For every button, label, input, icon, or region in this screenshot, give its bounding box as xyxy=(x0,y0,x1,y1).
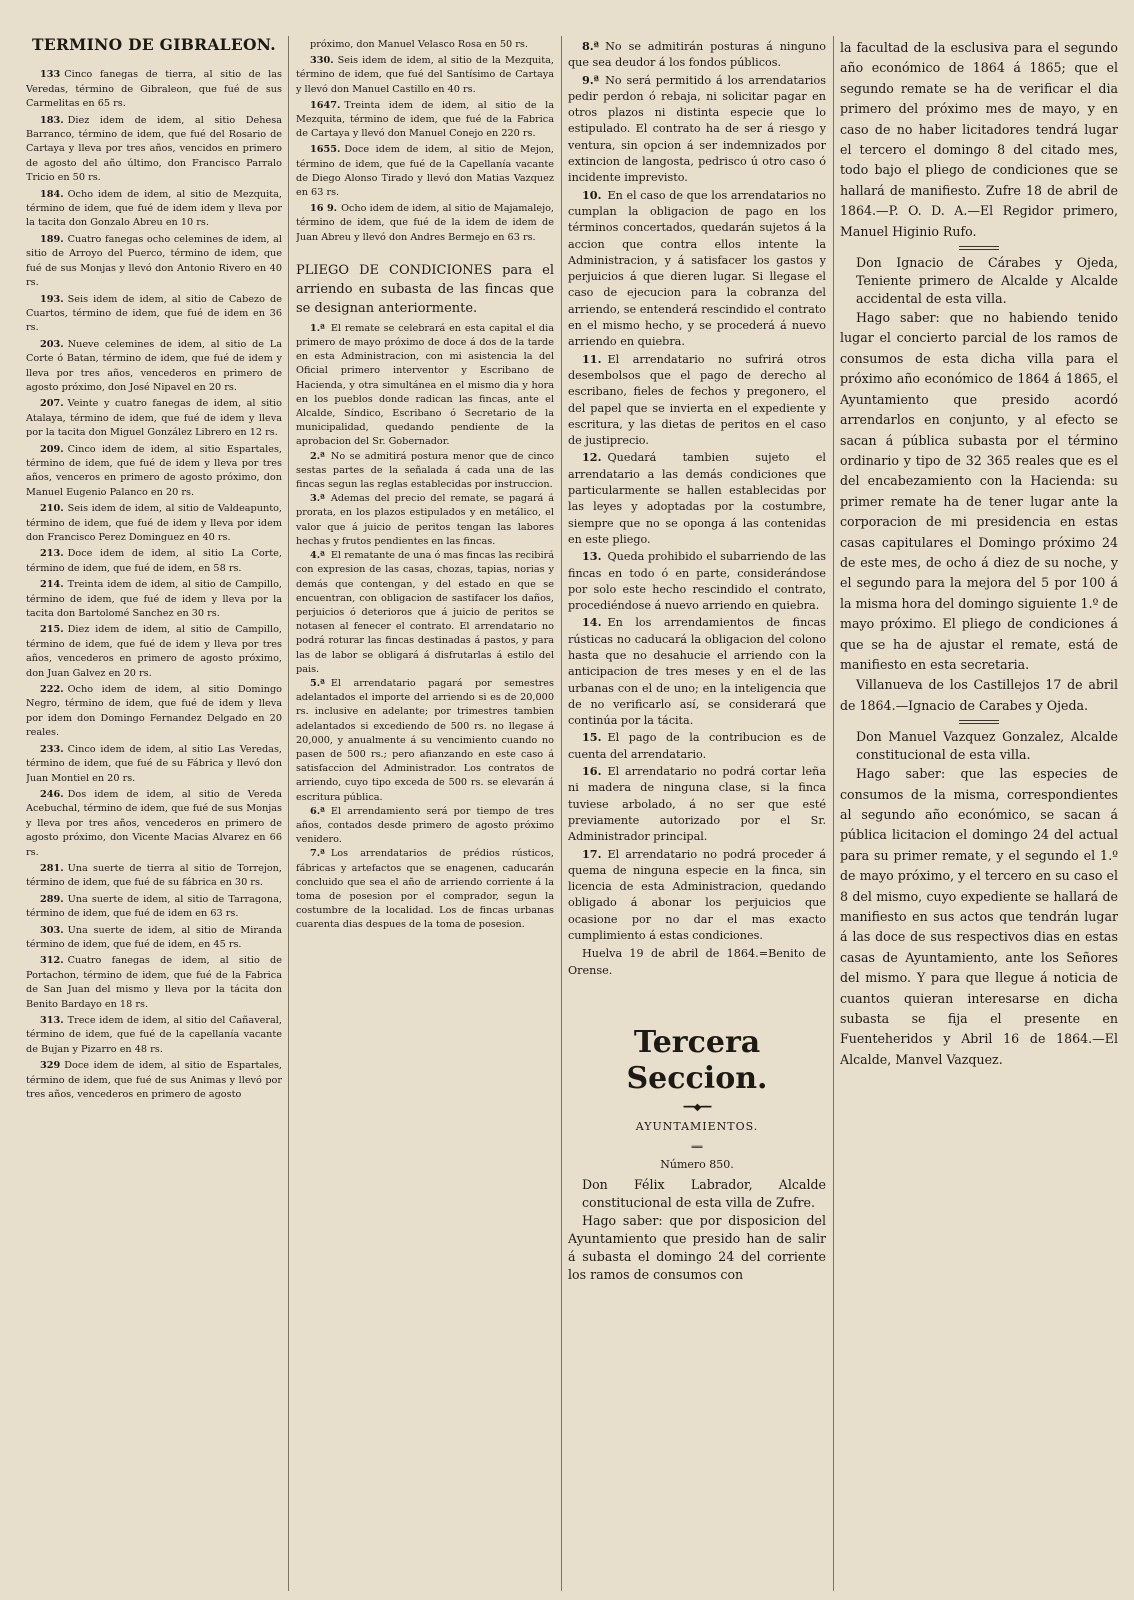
notice-body: Hago saber: que las especies de consumos de la misma, correspondientes al segundo año económico, se sacan á pública licitacion el domingo 24 del actual para su primer remate, y el segundo el 1.º de mayo próximo, y el tercero en su caso el 8 del mismo, cuyo expediente se hallará de manifiesto en sus actos que tendrán lugar á las doce de sus respectivos dias en estas casas de Ayuntamiento, ante los Señores del mismo. Y para que llegue á noticia de cuantos quieran interesarse en dicha subasta se fija el presente en Fuenteheridos y Abril 16 de 1864.—El Alcalde, Manvel Vazquez. xyxy=(840,766,1118,1067)
condition-item xyxy=(568,763,826,845)
notice-signature: Villanueva de los Castillejos 17 de abril de 1864.—Ignacio de Carabes y Ojeda. xyxy=(840,677,1118,713)
entry-number: 133 xyxy=(40,69,61,81)
condition-text: No se admitirá postura menor que de cinco sestas partes de la señalada á cada una de las fincas segun las reglas establecidas por instruccion. xyxy=(296,450,554,491)
condition-number: 7.ª xyxy=(310,848,325,860)
entry-text: Una suerte de tierra al sitio de Torrejon, término de idem, que fué de su fábrica en 30 rs. xyxy=(26,862,282,889)
property-entry xyxy=(26,68,282,111)
column-4 xyxy=(840,38,1118,1588)
divider xyxy=(959,246,999,250)
entry-text: Cuatro fanegas ocho celemines de idem, al sitio de Arroyo del Puerco, término de idem, que fué de sus Monjas y llevó don Antonio Rivero en 40 rs. xyxy=(26,233,282,289)
entry-text: Nueve celemines de idem, al sitio de La Corte ó Batan, término de idem, que fué de idem y lleva por tres años, vencederos en primero de agosto próximo, don José Nipavel en 20 rs. xyxy=(26,338,282,393)
entry-text: Seis idem de idem, al sitio de la Mezquita, término de idem, que fué del Santísimo de Cartaya y llevó don Manuel Castillo en 40 rs. xyxy=(296,55,554,95)
property-entry xyxy=(26,338,282,396)
condition-number: 17. xyxy=(582,846,602,861)
condition-number: 14. xyxy=(582,615,602,630)
condition-number: 11. xyxy=(582,351,602,366)
property-entry xyxy=(26,502,282,545)
column-rule xyxy=(833,36,834,1591)
condition-number: 3.ª xyxy=(310,493,325,505)
condition-item xyxy=(568,351,826,450)
condition-item xyxy=(296,322,554,450)
entry-text: Doce idem de idem, al sitio de Mejon, término de idem, que fué de la Capellanía vacante de Diego Alonso Tirado y llevó don Matias Vazquez en 63 rs. xyxy=(296,144,554,199)
entry-number: 313. xyxy=(40,1015,64,1026)
entry-text: Cuatro fanegas de idem, al sitio de Portachon, término de idem, que fué de la Fabrica de San Juan del mismo y lleva por la tácita don Benito Bardayo en 18 rs. xyxy=(26,955,282,1010)
property-entry xyxy=(296,202,554,245)
property-entry xyxy=(26,788,282,860)
entry-number: 189. xyxy=(40,233,64,245)
column-3 xyxy=(568,38,826,1588)
property-entry xyxy=(26,443,282,501)
condition-text: Quedará tambien sujeto el arrendatario a las demás condiciones que particularmente se hallen establecidas por las leyes y adoptadas por la costumbre, siempre que no se oponga á las contenidas en este pliego. xyxy=(568,451,826,546)
property-entry xyxy=(296,54,554,97)
property-entry xyxy=(26,1014,282,1057)
condition-item xyxy=(568,846,826,945)
property-entry xyxy=(296,38,554,52)
entry-text: Ocho idem de idem, al sitio Domingo Negro, término de idem, que fué de idem y lleva por idem don Domingo Fernandez Delgado en 20 reales. xyxy=(26,684,282,739)
condition-text: El arrendatario no podrá proceder á quema de ninguna especie en la finca, sin licencia de esta Administracion, quedando obligado á abonar los perjuicios que ocasione por no dar el mas exacto cumplimiento á estas condiciones. xyxy=(568,847,826,943)
entry-number: 246. xyxy=(40,788,64,800)
property-entry xyxy=(26,547,282,576)
condition-text: No se admitirán posturas á ninguno que sea deudor á los fondos públicos. xyxy=(568,40,826,70)
column-rule xyxy=(288,36,289,1591)
double-rule-divider: ══ xyxy=(691,1143,703,1154)
condition-item xyxy=(296,492,554,549)
entry-text: Doce idem de idem, al sitio La Corte, término de idem, que fué de idem, en 58 rs. xyxy=(26,548,282,574)
section-title: Tercera Seccion. xyxy=(626,1024,768,1096)
condition-item xyxy=(568,548,826,614)
entry-text: Seis idem de idem, al sitio de Cabezo de Cuartos, término de idem, que fué de idem en 36 rs. xyxy=(26,293,282,334)
entry-list xyxy=(296,38,554,245)
notice-lead: Don Félix Labrador, Alcalde constitucional de esta villa de Zufre. xyxy=(582,1176,826,1210)
entry-number: 16 9. xyxy=(310,203,338,215)
entry-number: 215. xyxy=(40,624,64,636)
condition-number: 12. xyxy=(582,450,602,465)
condition-item xyxy=(296,805,554,848)
signature: Huelva 19 de abril de 1864.=Benito de Orense. xyxy=(568,947,826,977)
entry-number: 209. xyxy=(40,443,64,455)
notice-body: Hago saber: que por disposicion del Ayuntamiento que presido han de salir á subasta el domingo 24 del corriente los ramos de consumos con xyxy=(568,1212,826,1282)
property-entry xyxy=(26,233,282,291)
entry-text: Una suerte de idem, al sitio de Tarragona, término de idem, que fué de idem en 63 rs. xyxy=(26,893,282,920)
property-entry xyxy=(26,578,282,621)
column-1 xyxy=(26,38,282,1588)
condition-item xyxy=(568,449,826,548)
notice-lead: Don Manuel Vazquez Gonzalez, Alcalde constitucional de esta villa. xyxy=(856,729,1118,763)
condition-text: El pago de la contribucion es de cuenta del arrendatario. xyxy=(568,731,826,761)
property-entry xyxy=(26,893,282,922)
condition-text: El rematante de una ó mas fincas las recibirá con expresion de las casas, chozas, tapias, norias y demás que contengan, y del estado en que se encuentran, con obligacion de sastifacer los daños, perjuicios ó deterioros que á juicio de peritos se notasen al fenecer el contrato. El arrendatario no podrá roturar las fincas destinadas á pastos, y para las de labor se obligará á disfrutarlas á estilo del pais. xyxy=(296,550,554,675)
entry-list xyxy=(26,68,282,1102)
entry-text: Cinco idem de idem, al sitio Espartales, término de idem, que fué de idem y lleva por tres años, venceros en primero de agosto próximo, don Manuel Eugenio Palanco en 20 rs. xyxy=(26,443,282,498)
entry-number: 222. xyxy=(40,684,64,696)
property-entry xyxy=(26,293,282,336)
entry-text: Cinco idem de idem, al sitio Las Veredas, término de idem, que fué de su Fábrica y llevó don Juan Montiel en 20 rs. xyxy=(26,743,282,784)
condition-number: 6.ª xyxy=(310,805,325,817)
entry-number: 289. xyxy=(40,893,64,905)
divider xyxy=(959,720,999,724)
condition-number: 2.ª xyxy=(310,450,325,462)
property-entry xyxy=(26,623,282,681)
condition-number: 16. xyxy=(582,764,602,779)
condition-text: En los arrendamientos de fincas rústicas no caducará la obligacion del colono hasta que no desahucie el arriendo con la anticipacion de tres meses y en el de las urbanas con el de uno; en la inteligencia que de no verificarlo así, se considerará que continúa por la tácita. xyxy=(568,616,826,728)
condition-item xyxy=(568,72,826,187)
notice-body: la facultad de la esclusiva para el segundo año económico de 1864 á 1865; que el segundo remate se ha de verificar el dia primero del próximo mes de mayo, y en caso de no haber licitadores tendrá lugar el tercero el domingo 8 del citado mes, todo bajo el pliego de condiciones que se hallará de manifiesto. Zufre 18 de abril de 1864.—P. O. D. A.—El Regidor primero, Manuel Higinio Rufo. xyxy=(840,40,1118,239)
property-entry xyxy=(296,143,554,200)
entry-number: 1655. xyxy=(310,144,341,156)
property-entry xyxy=(26,1059,282,1102)
entry-number: 1647. xyxy=(310,99,341,111)
condition-item xyxy=(568,187,826,351)
condition-text: El remate se celebrará en esta capital el dia primero de mayo próximo de doce á dos de la tarde en esta Administracion, con mi asistencia la del Oficial primero interventor y Escribano de Hacienda, y otra simultánea en el mismo dia y hora en los pueblos donde radican las fincas, ante el Alcalde, Síndico, Escribano ó Secretario de la municipalidad, quedando pendiente de la aprobacion del Sr. Gobernador. xyxy=(296,322,554,448)
condition-number: 15. xyxy=(582,730,602,745)
condition-text: El arrendatario no podrá cortar leña ni madera de ninguna clase, si la finca tuviese arbolado, á no ser que esté previamente autorizado por el Sr. Administrador principal. xyxy=(568,765,826,844)
entry-number: 207. xyxy=(40,398,64,410)
condition-item xyxy=(296,450,554,493)
entry-number: 203. xyxy=(40,338,64,350)
entry-text: Diez idem de idem, al sitio de Campillo, término de idem, que fué de idem y lleva por tres años, vencederos en primero de agosto próximo, don Juan Galvez en 20 rs. xyxy=(26,624,282,679)
condition-item xyxy=(568,38,826,72)
pliego-heading: PLIEGO DE CONDICIONES para el arriendo en subasta de las fincas que se designan anteriormente. xyxy=(296,262,554,316)
column-2 xyxy=(296,38,554,1588)
entry-number: 303. xyxy=(40,924,64,936)
condition-number: 1.ª xyxy=(310,322,325,334)
property-entry xyxy=(26,683,282,741)
condition-number: 5.ª xyxy=(310,677,325,689)
entry-number: 213. xyxy=(40,548,64,560)
condition-item xyxy=(296,549,554,677)
section-heading: TERMINO DE GIBRALEON. xyxy=(32,38,276,54)
entry-text: Trece idem de idem, al sitio del Cañaveral, término de idem, que fué de la capellanía vacante de Bujan y Pizarro en 48 rs. xyxy=(26,1015,282,1055)
entry-number: 183. xyxy=(40,114,64,126)
entry-text: Doce idem de idem, al sitio de Espartales, término de idem, que fué de sus Animas y llevó por tres años, vencederos en primero de agosto xyxy=(26,1060,282,1101)
condition-text: Ademas del precio del remate, se pagará á prorata, en los plazos estipulados y en metálico, el valor que á juicio de peritos tengan las labores hechas y frutos pendientes en las fincas. xyxy=(296,493,554,547)
property-entry xyxy=(26,188,282,231)
condition-text: El arrendamiento será por tiempo de tres años, contados desde primero de agosto próximo venidero. xyxy=(296,805,554,846)
condition-item xyxy=(296,677,554,805)
entry-text: próximo, don Manuel Velasco Rosa en 50 rs. xyxy=(310,39,528,50)
condition-number: 4.ª xyxy=(310,550,325,562)
entry-number: 214. xyxy=(40,579,64,591)
entry-number: 281. xyxy=(40,862,64,874)
conditions-list xyxy=(568,38,826,944)
conditions-list xyxy=(296,322,554,933)
notice-lead: Don Ignacio de Cárabes y Ojeda, Teniente primero de Alcalde y Alcalde accidental de esta villa. xyxy=(856,255,1118,307)
ornament-divider: ━━◆━━ xyxy=(683,1101,711,1113)
column-rule xyxy=(561,36,562,1591)
property-entry xyxy=(296,99,554,142)
property-entry xyxy=(26,954,282,1012)
property-entry xyxy=(26,924,282,953)
condition-text: Los arrendatarios de prédios rústicos, fábricas y artefactos que se enagenen, caducarán concluido que sea el año de arriendo corriente á la toma de posesion por el comprador, segun la costumbre de la localidad. Los de fincas urbanas cuarenta dias despues de la toma de posesion. xyxy=(296,848,554,931)
notice-body: Hago saber: que no habiendo tenido lugar el concierto parcial de los ramos de consumos de esta dicha villa para el próximo año económico de 1864 á 1865, el Ayuntamiento que presido acordó arrendarlos en conjunto, y al efecto se sacan á pública subasta por el término ordinario y tipo de 32 365 reales que es el del encabezamiento con la Hacienda: su primer remate ha de tener lugar ante la corporacion de mi presidencia en estas casas capitulares el Domingo próximo 24 de este mes, de ocho á diez de su noche, y el segundo para la mejora del 5 por 100 á la misma hora del domingo siguiente 1.º de mayo próximo. El pliego de condiciones á que se ha de ajustar el remate, está de manifiesto en esta secretaria. xyxy=(840,310,1118,672)
entry-text: Treinta idem de idem, al sitio de Campillo, término de idem, que fué de idem y lleva por la tacita don Bartolomé Sanchez en 30 rs. xyxy=(26,579,282,620)
entry-number: 184. xyxy=(40,188,64,200)
entry-number: 210. xyxy=(40,503,64,515)
condition-text: No será permitido á los arrendatarios pedir perdon ó rebaja, ni solicitar pagar en otros plazos ni distinta especie que lo estipulado. El contrato ha de ser á riesgo y ventura, sin opcion á ser indemnizados por extincion de langosta, pedrisco ú otro caso ó incidente imprevisto. xyxy=(568,73,826,185)
condition-item xyxy=(296,847,554,932)
entry-text: Diez idem de idem, al sitio Dehesa Barranco, término de idem, que fué del Rosario de Cartaya y lleva por tres años, vencidos en primero de agosto del año último, don Francisco Parralo Tricio en 50 rs. xyxy=(26,114,282,184)
entry-number: 233. xyxy=(40,743,64,755)
property-entry xyxy=(26,862,282,891)
entry-number: 330. xyxy=(310,55,334,67)
notice-number: Número 850. xyxy=(660,1158,734,1172)
entry-text: Una suerte de idem, al sitio de Miranda término de idem, que fué de idem, en 45 rs. xyxy=(26,924,282,950)
condition-number: 8.ª xyxy=(582,39,600,53)
entry-text: Cinco fanegas de tierra, al sitio de las Veredas, término de Gibraleon, que fué de sus Carmelitas en 65 rs. xyxy=(26,69,282,110)
entry-text: Veinte y cuatro fanegas de idem, al sitio Atalaya, término de idem, que fué de idem y lleva por la tacita don Miguel González Librero en 12 rs. xyxy=(26,398,282,439)
condition-text: En el caso de que los arrendatarios no cumplan la obligacion de pago en los términos concertados, quedarán sujetos á la accion que contra ellos intente la Administracion, y á satisfacer los gastos y perjuicios á que dieren lugar. Si llegase el caso de ejecucion para la cobranza del arriendo, se entenderá rescindido el contrato en el mismo hecho, y se procederá á nuevo arriendo en quiebra. xyxy=(568,188,826,349)
entry-number: 193. xyxy=(40,293,64,305)
entry-text: Seis idem de idem, al sitio de Valdeapunto, término de idem, que fué de idem y lleva por idem don Francisco Perez Dominguez en 40 rs. xyxy=(26,503,282,543)
condition-text: Queda prohibido el subarriendo de las fincas en todo ó en parte, considerándose por solo este hecho rescindido el contrato, procediéndose á nuevo arriendo en quiebra. xyxy=(568,550,826,613)
condition-text: El arrendatario pagará por semestres adelantados el importe del arriendo si es de 20,000 rs. inclusive en adelante; por trimestres tambien adelantados si excediendo de 500 rs. no llegase á 20,000, y anualmente á su vencimiento cuando no pasen de 500 rs.; pero afianzando en este caso á satisfaccion del Administrador. Los contratos de arriendo, cuyo tipo exceda de 500 rs. se elevarán á escritura pública. xyxy=(296,677,554,803)
property-entry xyxy=(26,397,282,440)
property-entry xyxy=(26,114,282,186)
entry-number: 329 xyxy=(40,1060,61,1072)
entry-text: Dos idem de idem, al sitio de Vereda Acebuchal, término de idem, que fué de sus Monjas y lleva por tres años, vencederos en primero de agosto próximo, don Vicente Macias Alvarez en 66 rs. xyxy=(26,788,282,858)
entry-number: 312. xyxy=(40,955,64,967)
condition-item xyxy=(568,729,826,763)
section-subtitle: AYUNTAMIENTOS. xyxy=(635,1119,759,1133)
condition-item xyxy=(568,614,826,729)
condition-number: 13. xyxy=(582,549,602,564)
entry-text: Ocho idem de idem, al sitio de Mezquita, término de idem, que fué de idem idem y lleva por la tacita don Gonzalo Abreu en 10 rs. xyxy=(26,188,282,229)
entry-text: Treinta idem de idem, al sitio de la Mezquita, término de idem, que fué de la Fabrica de Cartaya y llevó don Manuel Conejo en 220 rs. xyxy=(296,99,554,140)
property-entry xyxy=(26,743,282,786)
condition-number: 9.ª xyxy=(582,72,600,87)
condition-text: El arrendatario no sufrirá otros desembolsos que el pago de derecho al escribano, fieles de fechos y pregonero, el del papel que se invierta en el expediente y escritura, y las dietas de peritos en el caso de justiprecio. xyxy=(568,352,826,448)
condition-number: 10. xyxy=(582,187,602,202)
entry-text: Ocho idem de idem, al sitio de Majamalejo, término de idem, que fué de la idem de idem de Juan Abreu y llevó don Andres Bermejo en 63 rs. xyxy=(296,203,554,243)
